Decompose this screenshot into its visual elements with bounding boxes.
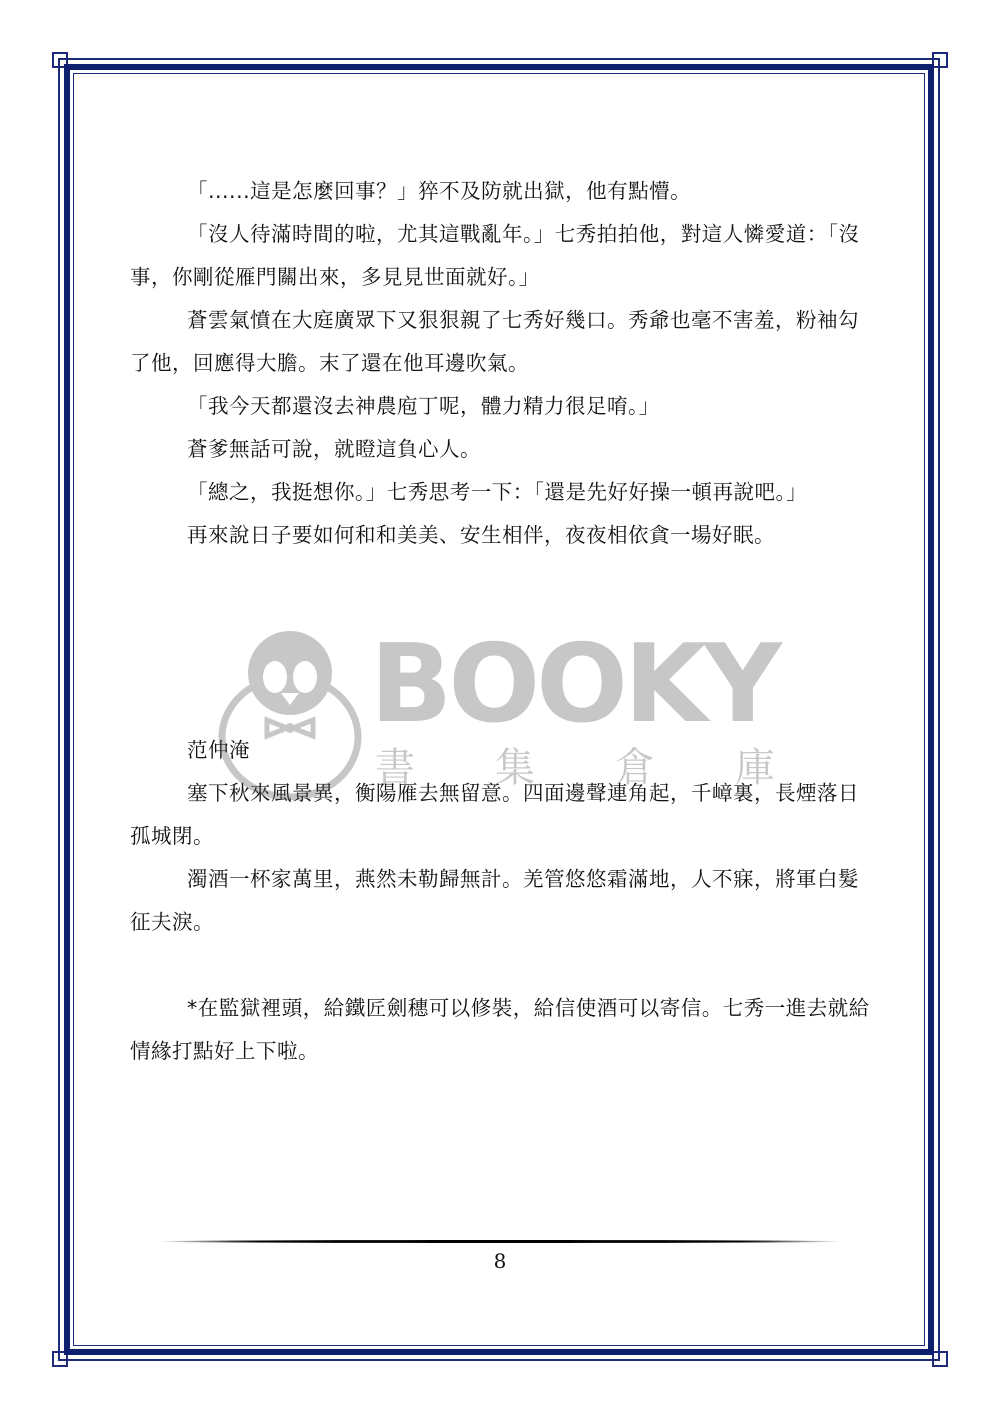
page-number: 8 xyxy=(493,1249,507,1273)
poem-author: 范仲淹 xyxy=(187,738,250,762)
paragraph: 「我今天都還沒去神農庖丁呢，體力精力很足唷。」 xyxy=(187,394,660,418)
watermark-brand: BOOKY xyxy=(370,622,778,747)
footer-divider xyxy=(155,1240,845,1243)
paragraph: 再來說日子要如何和和美美、安生相伴，夜夜相依貪一場好眠。 xyxy=(187,523,775,547)
paragraph: 「沒人待滿時間的啦，尤其這戰亂年。」七秀拍拍他，對這人憐愛道：「沒事，你剛從雁門關出來，多見見世面就好。」 xyxy=(130,222,860,289)
footnote: *在監獄裡頭，給鐵匠劍穗可以修裝，給信使酒可以寄信。七秀一進去就給情緣打點好上下啦。 xyxy=(130,996,870,1063)
page-body xyxy=(130,170,872,1073)
paragraph: 蒼雲氣憤在大庭廣眾下又狠狠親了七秀好幾口。秀爺也毫不害羞，粉袖勾了他，回應得大膽。末了還在他耳邊吹氣。 xyxy=(130,308,859,375)
paragraph: 「......這是怎麼回事？」猝不及防就出獄，他有點懵。 xyxy=(187,179,692,203)
paragraph: 蒼爹無話可說，就瞪這負心人。 xyxy=(187,437,481,461)
spacer xyxy=(130,944,872,987)
watermark-char: 集 xyxy=(495,745,535,791)
spacer xyxy=(130,686,872,729)
poem-line: 濁酒一杯家萬里，燕然未勒歸無計。羌管悠悠霜滿地，人不寐，將軍白髮征夫淚。 xyxy=(130,867,859,934)
watermark-char: 書 xyxy=(375,745,415,791)
paragraph: 「總之，我挺想你。」七秀思考一下：「還是先好好操一頓再說吧。」 xyxy=(187,480,808,504)
spacer xyxy=(130,643,872,686)
watermark-char: 倉 xyxy=(615,745,655,791)
spacer xyxy=(130,600,872,643)
poem-line: 塞下秋來風景異，衡陽雁去無留意。四面邊聲連角起，千嶂裏，長煙落日孤城閉。 xyxy=(130,781,859,848)
spacer xyxy=(130,557,872,600)
watermark-char: 庫 xyxy=(735,745,775,791)
